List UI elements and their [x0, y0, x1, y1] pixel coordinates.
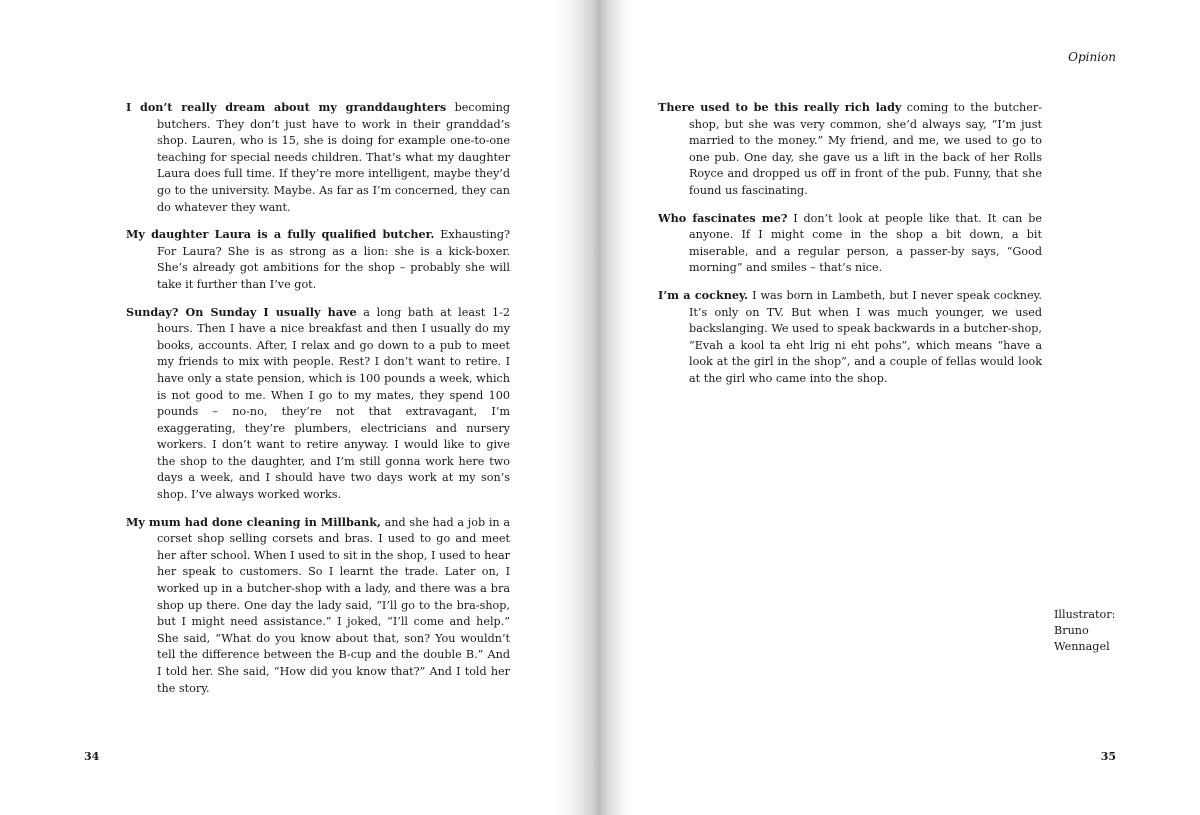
- credit-first-name: Bruno: [1054, 624, 1089, 637]
- paragraph-lead: There used to be this really rich lady: [658, 100, 902, 114]
- credit-label: Illustrator:: [1054, 608, 1116, 621]
- paragraph-body: becoming butchers. They don’t just have to work in their granddad’s shop. Lauren, who is 15, she is doing for example one-to-one teaching for special needs children. That’s what my daughter Laura does full time. If they’re more intelligent, maybe they’d go to the university. Maybe. As far as I’m concerned, they can do whatever they want.: [157, 101, 510, 214]
- paragraph: [658, 99, 1042, 200]
- paragraph-lead: I don’t really dream about my granddaughters: [126, 100, 447, 114]
- paragraph-body: coming to the butcher-shop, but she was very common, she’d always say, “I’m just married to the money.” My friend, and me, we used to go to one pub. One day, she gave us a lift in the back of her Rolls Royce and dropped us off in front of the pub. Funny, that she found us fascinating.: [689, 101, 1042, 197]
- paragraph-body: and she had a job in a corset shop selling corsets and bras. I used to go and meet her after school. When I used to sit in the shop, I used to hear her speak to customers. So I learnt the trade. Later on, I worked up in a butcher-shop with a lady, and there was a bra shop up there. One day the lady said, “I’ll go to the bra-shop, but I might need assistance.” I joked, “I’ll come and help.” She said, “What do you know about that, son? You wouldn’t tell the difference between the B-cup and the double B.” And I told her. She said, “How did you know that?” And I told her the story.: [157, 515, 510, 695]
- paragraph: [126, 514, 510, 698]
- credit-last-name: Wennagel: [1054, 640, 1110, 653]
- paragraph-body: I don’t look at people like that. It can be anyone. If I might come in the shop a bit down, a bit miserable, and a regular person, a passer-by says, “Good morning” and smiles – that’s nice.: [689, 211, 1042, 275]
- right-text-column: [658, 99, 1042, 398]
- paragraph: [126, 226, 510, 293]
- paragraph-lead: I’m a cockney.: [658, 287, 749, 302]
- page-number-right: 35: [1100, 750, 1116, 763]
- paragraph-body: Exhausting? For Laura? She is as strong as a lion: she is a kick-boxer. She’s already got ambitions for the shop – probably she will take it further than I’ve got.: [157, 228, 510, 291]
- paragraph: [658, 287, 1042, 388]
- paragraph: [126, 99, 510, 216]
- running-head: Opinion: [1068, 50, 1116, 64]
- paragraph-lead: My daughter Laura is a fully qualified butcher.: [126, 227, 435, 242]
- paragraph: [126, 304, 510, 504]
- paragraph: [658, 210, 1042, 277]
- paragraph-lead: Who fascinates me?: [658, 210, 788, 225]
- paragraph-lead: My mum had done cleaning in Millbank,: [126, 514, 381, 529]
- paragraph-body: I was born in Lambeth, but I never speak cockney. It’s only on TV. But when I was much younger, we used backslanging. We used to speak backwards in a butcher-shop, “Evah a kool ta eht lrig ni eht pohs”, which means “have a look at the girl in the shop”, and a couple of fellas would look at the girl who came into the shop.: [689, 288, 1042, 385]
- paragraph-lead: Sunday? On Sunday I usually have: [126, 304, 357, 319]
- page-number-left: 34: [84, 750, 100, 763]
- paragraph-body: a long bath at least 1-2 hours. Then I have a nice breakfast and then I usually do my books, accounts. After, I relax and go down to a pub to meet my friends to mix with people. Rest? I don’t want to retire. I have only a state pension, which is 100 pounds a week, which is not good to me. When I go to my mates, they spend 100 pounds – no-no, they’re not that extravagant, I’m exaggerating, they’re plumbers, electricians and nursery workers. I don’t want to retire anyway. I would like to give the shop to the daughter, and I’m still gonna work here two days a week, and I should have two days work at my son’s shop. I’ve always worked works.: [157, 305, 511, 502]
- right-page: [600, 0, 1200, 815]
- illustrator-credit: [1054, 607, 1134, 655]
- left-text-column: [126, 99, 510, 707]
